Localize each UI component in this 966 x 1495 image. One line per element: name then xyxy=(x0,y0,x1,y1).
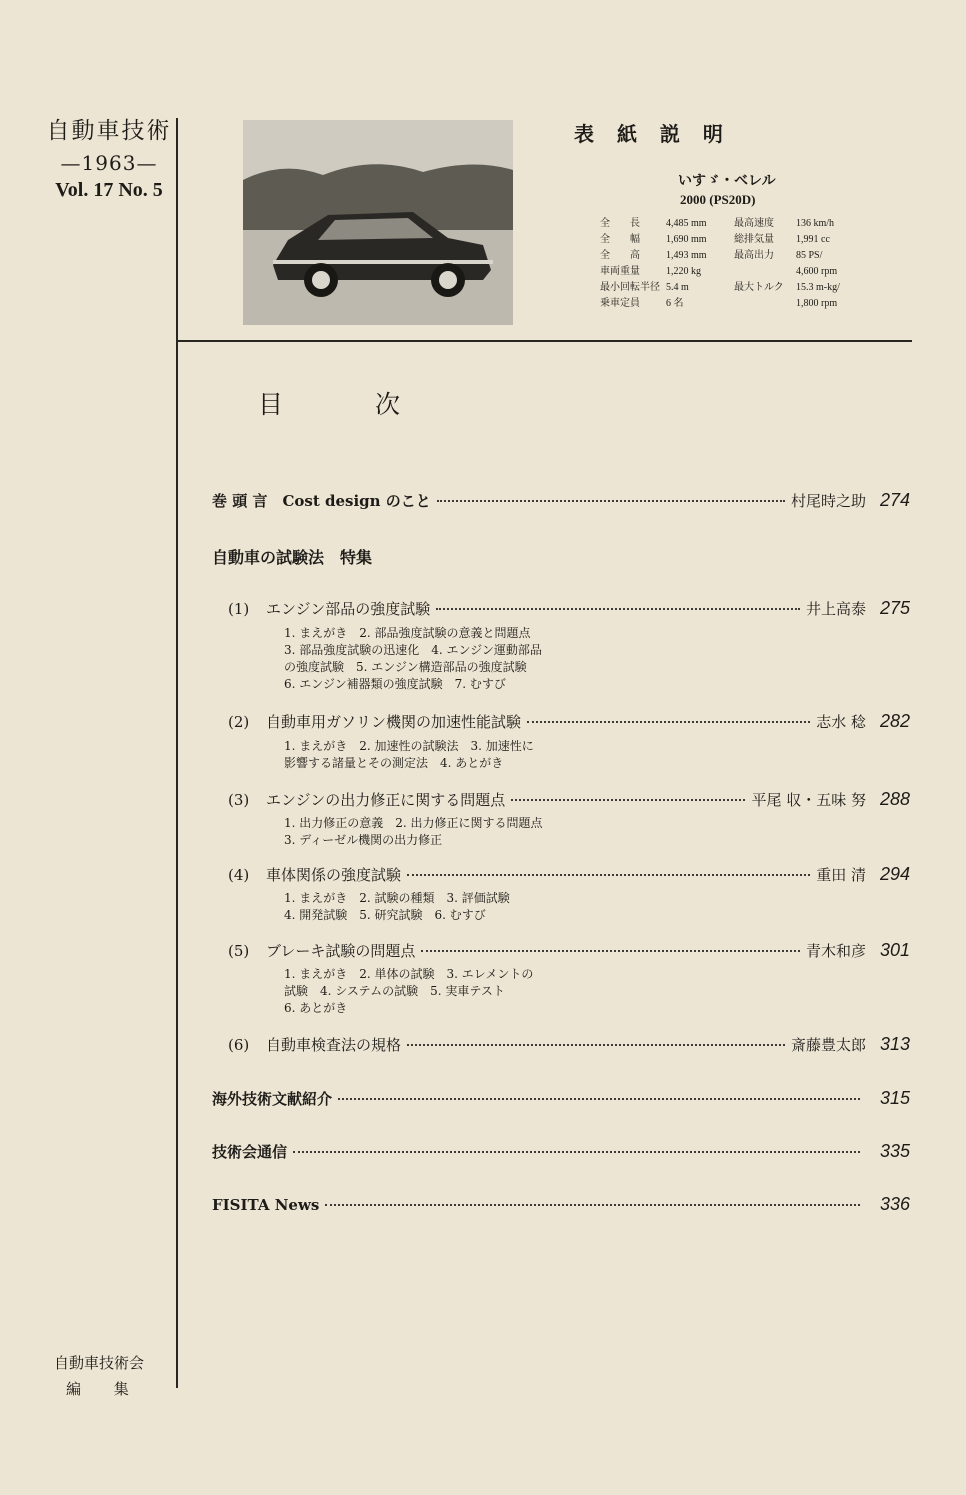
volume-number: Vol. 17 No. 5 xyxy=(55,179,163,201)
spec-label: 総排気量 xyxy=(734,234,774,245)
entry-title: 自動車検査法の規格 xyxy=(266,1036,402,1054)
subsection-line: 6. あとがき xyxy=(284,1001,348,1015)
dot-leader xyxy=(407,874,810,876)
subsection-line: 1. まえがき 2. 加速性の試験法 3. 加速性に xyxy=(284,739,534,753)
spec-value: 1,991 cc xyxy=(796,234,830,245)
dot-leader xyxy=(293,1151,860,1153)
spec-value: 4,485 mm xyxy=(666,218,707,229)
entry-page: 335 xyxy=(879,1141,910,1161)
entry-page: 275 xyxy=(879,598,910,618)
spec-row xyxy=(600,232,900,248)
entry-author: 井上高泰 xyxy=(805,600,866,618)
entry-page: 282 xyxy=(879,711,910,731)
article-subsections xyxy=(284,625,644,693)
horizontal-divider xyxy=(178,340,912,342)
article-subsections xyxy=(284,890,644,924)
entry-number: (4) xyxy=(228,866,250,884)
dot-leader xyxy=(421,950,800,952)
toc-heading: 目 次 xyxy=(258,390,442,419)
entry-number: (6) xyxy=(228,1036,250,1054)
subsection-line: 1. まえがき 2. 単体の試験 3. エレメントの xyxy=(284,967,534,981)
entry-page: 313 xyxy=(879,1034,910,1054)
entry-page: 288 xyxy=(879,789,910,809)
spec-table xyxy=(600,216,900,312)
spec-label: 全 長 xyxy=(600,218,640,229)
subsection-line: の強度試験 5. エンジン構造部品の強度試験 xyxy=(284,660,527,674)
spec-label: 乗車定員 xyxy=(600,298,640,309)
spec-label: 最高速度 xyxy=(734,218,774,229)
entry-number: (2) xyxy=(228,713,250,731)
spec-value: 1,220 kg xyxy=(666,266,701,277)
entry-author: 志水 稔 xyxy=(816,713,866,731)
toc-entry-article[interactable] xyxy=(228,1034,910,1060)
entry-title: 海外技術文献紹介 xyxy=(212,1090,333,1108)
publisher-name: 自動車技術会 xyxy=(54,1354,145,1372)
entry-page: 336 xyxy=(879,1194,910,1214)
car-model: いすゞ・ベレル xyxy=(678,173,776,189)
article-subsections xyxy=(284,966,644,1017)
subsection-line: 1. 出力修正の意義 2. 出力修正に関する問題点 xyxy=(284,816,543,830)
spec-value: 136 km/h xyxy=(796,218,835,229)
spec-value: 6 名 xyxy=(666,298,684,309)
entry-author: 青木和彦 xyxy=(805,942,866,960)
dot-leader xyxy=(511,799,745,801)
toc-entry-section[interactable] xyxy=(212,1088,910,1114)
entry-title: 技術会通信 xyxy=(212,1143,288,1161)
entry-number: (3) xyxy=(228,791,250,809)
entry-title: ブレーキ試験の問題点 xyxy=(266,942,416,960)
toc-entry-article[interactable] xyxy=(228,789,910,815)
toc-entry-section[interactable] xyxy=(212,1141,910,1167)
spec-label: 最小回転半径 xyxy=(600,282,660,293)
entry-author: 平尾 収・五味 努 xyxy=(751,791,866,809)
spec-label: 全 幅 xyxy=(600,234,640,245)
entry-number: (5) xyxy=(228,942,250,960)
spec-row xyxy=(600,264,900,280)
subsection-line: 1. まえがき 2. 部品強度試験の意義と問題点 xyxy=(284,626,531,640)
entry-title: FISITA News xyxy=(212,1196,320,1214)
subsection-line: 1. まえがき 2. 試験の種類 3. 評価試験 xyxy=(284,891,510,905)
dot-leader xyxy=(437,500,785,502)
article-subsections xyxy=(284,815,644,849)
entry-title: 巻 頭 言 Cost design のこと xyxy=(212,492,431,510)
spec-value: 5.4 m xyxy=(666,282,689,293)
entry-page: 274 xyxy=(879,490,910,510)
dot-leader xyxy=(436,608,800,610)
spec-label: 最大トルク xyxy=(734,282,784,293)
dot-leader xyxy=(338,1098,860,1100)
subsection-line: 3. 部品強度試験の迅速化 4. エンジン運動部品 xyxy=(284,643,542,657)
spec-value: 85 PS/ xyxy=(796,250,823,261)
subsection-line: 3. ディーゼル機関の出力修正 xyxy=(284,833,443,847)
entry-page: 315 xyxy=(879,1088,910,1108)
spec-value: 4,600 rpm xyxy=(796,266,838,277)
publisher-block xyxy=(54,1350,144,1402)
spec-value: 15.3 m-kg/ xyxy=(796,282,840,293)
entry-title: エンジンの出力修正に関する問題点 xyxy=(266,791,506,809)
spec-value: 1,493 mm xyxy=(666,250,707,261)
cover-title: 表 紙 説 明 xyxy=(574,122,731,146)
toc-entry-section[interactable] xyxy=(212,1194,910,1220)
entry-author: 村尾時之助 xyxy=(790,492,866,510)
toc-entry-article[interactable] xyxy=(228,711,910,737)
entry-number: (1) xyxy=(228,600,250,618)
entry-title: エンジン部品の強度試験 xyxy=(266,600,431,618)
spec-label: 全 高 xyxy=(600,250,640,261)
cover-description xyxy=(560,118,900,309)
cover-car-photo xyxy=(243,120,513,325)
toc-entry-preface[interactable] xyxy=(212,490,910,516)
vertical-divider xyxy=(176,118,178,1388)
spec-label: 最高出力 xyxy=(734,250,774,261)
spec-value: 1,690 mm xyxy=(666,234,707,245)
entry-title: 車体関係の強度試験 xyxy=(266,866,402,884)
journal-title: 自動車技術 xyxy=(46,118,172,144)
entry-page: 301 xyxy=(879,940,910,960)
article-subsections xyxy=(284,738,644,772)
spec-row xyxy=(600,248,900,264)
toc-entry-article[interactable] xyxy=(228,864,910,890)
feature-title: 自動車の試験法 特集 xyxy=(212,548,373,567)
toc-entry-article[interactable] xyxy=(228,598,910,624)
entry-title: 自動車用ガソリン機関の加速性能試験 xyxy=(266,713,522,731)
dot-leader xyxy=(407,1044,785,1046)
dot-leader xyxy=(325,1204,860,1206)
entry-author: 重田 清 xyxy=(816,866,866,884)
entry-author: 斎藤豊太郎 xyxy=(790,1036,866,1054)
subsection-line: 試験 4. システムの試験 5. 実車テスト xyxy=(284,984,505,998)
spec-row xyxy=(600,280,900,296)
subsection-line: 影響する諸量とその測定法 4. あとがき xyxy=(284,756,504,770)
dot-leader xyxy=(527,721,810,723)
car-illustration xyxy=(243,120,513,325)
masthead xyxy=(44,112,174,202)
entry-page: 294 xyxy=(879,864,910,884)
publisher-role: 編 集 xyxy=(66,1380,143,1398)
spec-row xyxy=(600,216,900,232)
subsection-line: 6. エンジン補器類の強度試験 7. むすび xyxy=(284,677,506,691)
journal-year: —1963— xyxy=(60,151,158,175)
spec-value: 1,800 rpm xyxy=(796,298,838,309)
spec-row xyxy=(600,296,900,312)
toc-entry-article[interactable] xyxy=(228,940,910,966)
subsection-line: 4. 開発試験 5. 研究試験 6. むすび xyxy=(284,908,486,922)
spec-label: 車両重量 xyxy=(600,266,640,277)
car-model-code: 2000 (PS20D) xyxy=(680,192,756,207)
